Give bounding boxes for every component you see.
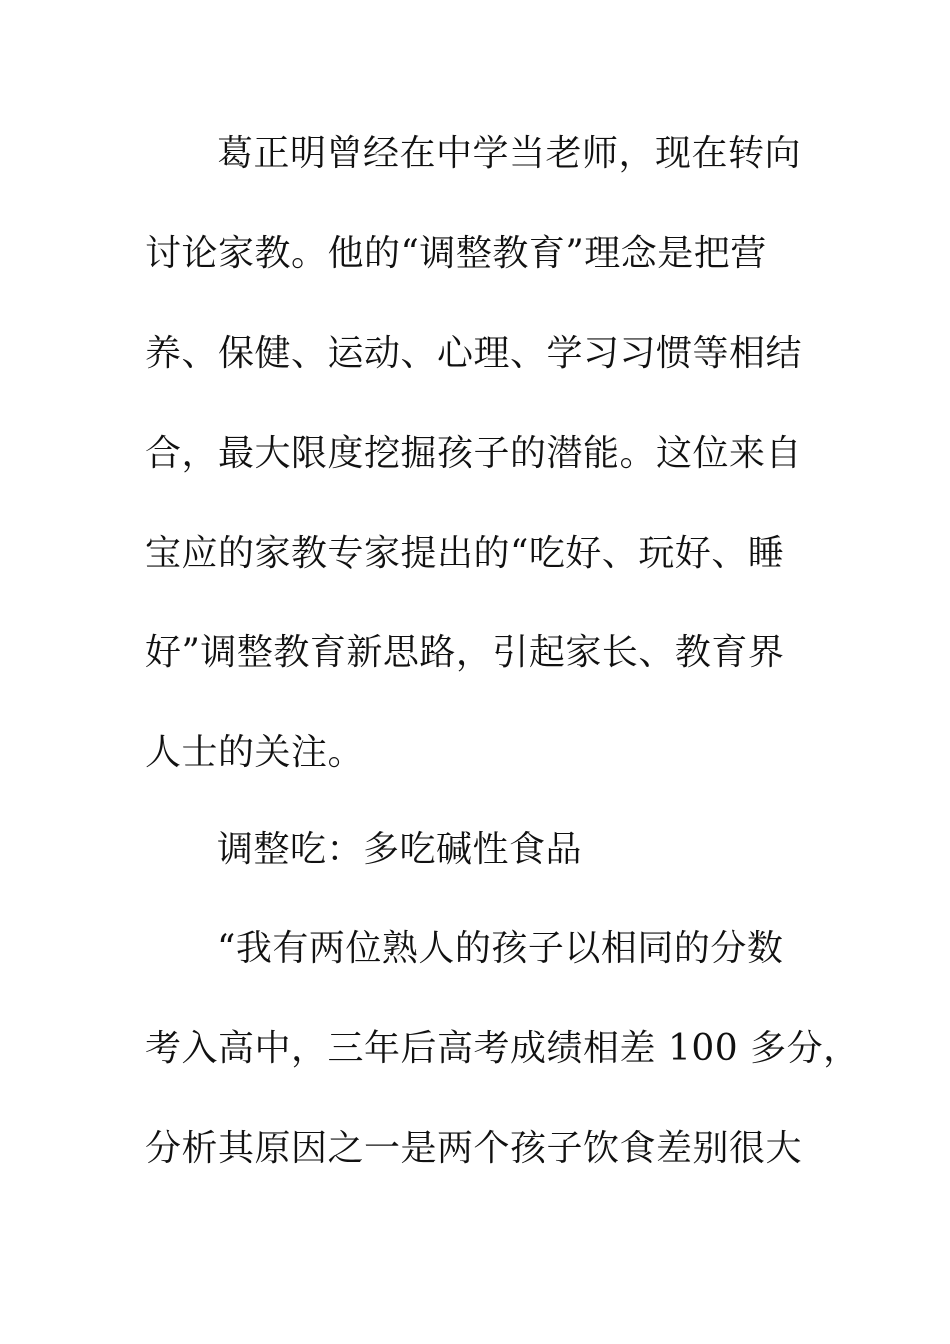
paragraph-line: 宝应的家教专家提出的“吃好、玩好、睡: [145, 533, 785, 574]
section-heading: 调整吃：多吃碱性食品: [217, 829, 583, 870]
paragraph-line: 养、保健、运动、心理、学习习惯等相结: [145, 333, 803, 374]
paragraph-line: 葛正明曾经在中学当老师，现在转向: [217, 133, 802, 174]
paragraph-line: “我有两位熟人的孩子以相同的分数: [217, 928, 784, 969]
paragraph-line: 考入高中，三年后高考成绩相差 100 多分，: [145, 1028, 860, 1069]
paragraph-line: 讨论家教。他的“调整教育”理念是把营: [145, 233, 767, 274]
paragraph-line: 合，最大限度挖掘孩子的潜能。这位来自: [145, 433, 803, 474]
paragraph-line: 人士的关注。: [145, 732, 365, 773]
paragraph-line: 好”调整教育新思路，引起家长、教育界: [145, 632, 785, 673]
paragraph-line: 分析其原因之一是两个孩子饮食差别很大: [145, 1128, 803, 1169]
